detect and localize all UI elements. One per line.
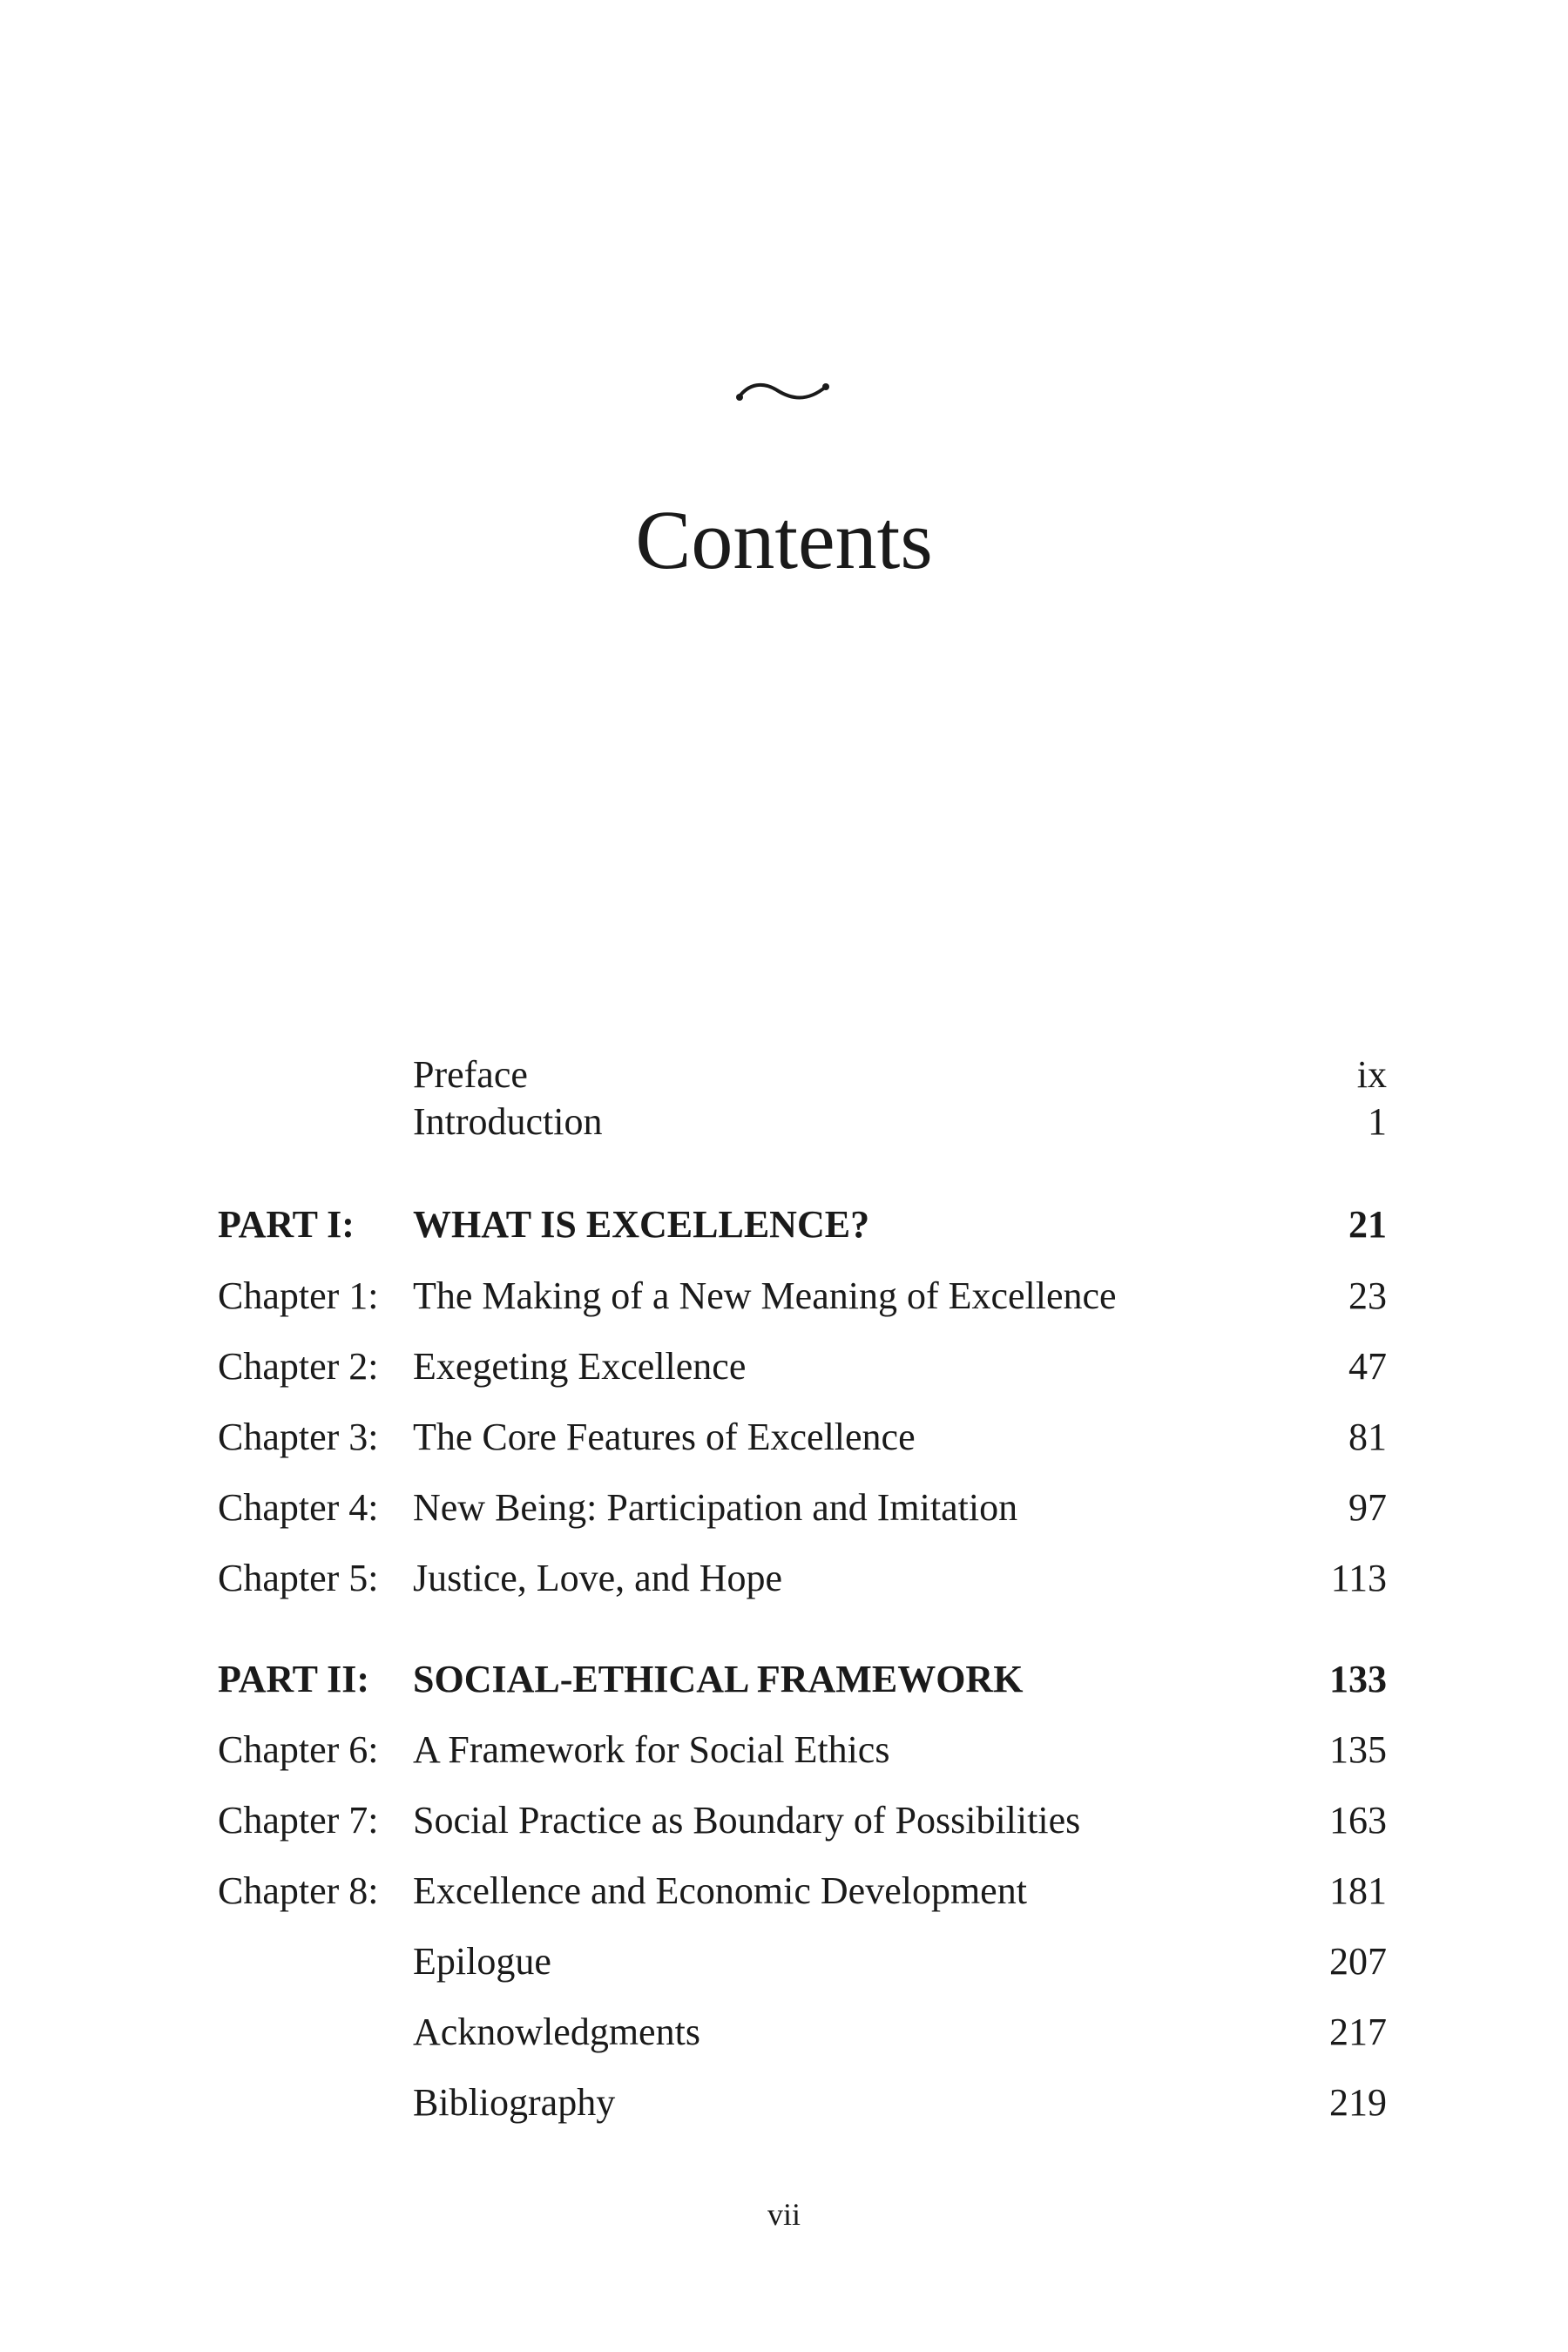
toc-chapter-label: Chapter 8: — [218, 1869, 379, 1912]
toc-chapter-label: Chapter 2: — [218, 1345, 379, 1388]
toc-row-chapter-6[interactable] — [0, 1726, 1568, 1774]
toc-entry-title: Social Practice as Boundary of Possibilities — [413, 1799, 1081, 1842]
toc-row-chapter-7[interactable] — [0, 1796, 1568, 1845]
toc-page-number: 1 — [1368, 1100, 1387, 1143]
toc-entry-title: The Making of a New Meaning of Excellence — [413, 1274, 1117, 1317]
toc-part-title: SOCIAL-ETHICAL FRAMEWORK — [413, 1658, 1024, 1700]
toc-row-chapter-3[interactable] — [0, 1413, 1568, 1462]
toc-row-preface[interactable] — [0, 1051, 1568, 1099]
toc-row-chapter-5[interactable] — [0, 1554, 1568, 1603]
toc-entry-title: Excellence and Economic Development — [413, 1869, 1027, 1912]
toc-page-number: 219 — [1329, 2081, 1387, 2124]
toc-page-number: 47 — [1348, 1345, 1387, 1388]
toc-entry-title: Epilogue — [413, 1940, 551, 1983]
toc-chapter-label: Chapter 6: — [218, 1728, 379, 1771]
toc-page-number: 113 — [1330, 1557, 1387, 1599]
toc-chapter-label: Chapter 4: — [218, 1486, 379, 1529]
toc-page-number: 217 — [1329, 2011, 1387, 2053]
toc-page-number: 135 — [1329, 1728, 1387, 1771]
toc-page-number: 163 — [1329, 1799, 1387, 1842]
toc-page-number: 133 — [1329, 1658, 1387, 1700]
toc-part-label: PART II: — [218, 1658, 370, 1700]
toc-page-number: 81 — [1348, 1416, 1387, 1458]
toc-page-number: 207 — [1329, 1940, 1387, 1983]
toc-row-part-2[interactable] — [0, 1655, 1568, 1704]
toc-chapter-label: Chapter 3: — [218, 1416, 379, 1458]
toc-row-chapter-4[interactable] — [0, 1484, 1568, 1532]
toc-row-bibliography[interactable] — [0, 2078, 1568, 2127]
toc-row-acknowledgments[interactable] — [0, 2008, 1568, 2057]
toc-page-number: ix — [1356, 1053, 1387, 1096]
toc-entry-title: Bibliography — [413, 2081, 616, 2124]
toc-row-part-1[interactable] — [0, 1200, 1568, 1249]
toc-page-number: 23 — [1348, 1274, 1387, 1317]
toc-chapter-label: Chapter 7: — [218, 1799, 379, 1842]
toc-row-chapter-8[interactable] — [0, 1867, 1568, 1916]
toc-chapter-label: Chapter 1: — [218, 1274, 379, 1317]
toc-page-number: 181 — [1329, 1869, 1387, 1912]
toc-entry-title: Acknowledgments — [413, 2011, 700, 2053]
toc-entry-title: A Framework for Social Ethics — [413, 1728, 890, 1771]
toc-page-number: 21 — [1348, 1203, 1387, 1246]
toc-entry-title: Introduction — [413, 1100, 603, 1143]
toc-entry-title: Justice, Love, and Hope — [413, 1557, 782, 1599]
page-folio: vii — [767, 2197, 801, 2232]
toc-row-introduction[interactable] — [0, 1098, 1568, 1146]
page-title: Contents — [635, 493, 933, 586]
toc-part-title: WHAT IS EXCELLENCE? — [413, 1203, 870, 1246]
toc-entry-title: The Core Features of Excellence — [413, 1416, 916, 1458]
toc-entry-title: New Being: Participation and Imitation — [413, 1486, 1018, 1529]
toc-row-epilogue[interactable] — [0, 1937, 1568, 1986]
toc-entry-title: Preface — [413, 1053, 528, 1096]
toc-row-chapter-1[interactable] — [0, 1272, 1568, 1321]
toc-part-label: PART I: — [218, 1203, 355, 1246]
toc-chapter-label: Chapter 5: — [218, 1557, 379, 1599]
toc-entry-title: Exegeting Excellence — [413, 1345, 747, 1388]
toc-page-number: 97 — [1348, 1486, 1387, 1529]
toc-row-chapter-2[interactable] — [0, 1342, 1568, 1391]
